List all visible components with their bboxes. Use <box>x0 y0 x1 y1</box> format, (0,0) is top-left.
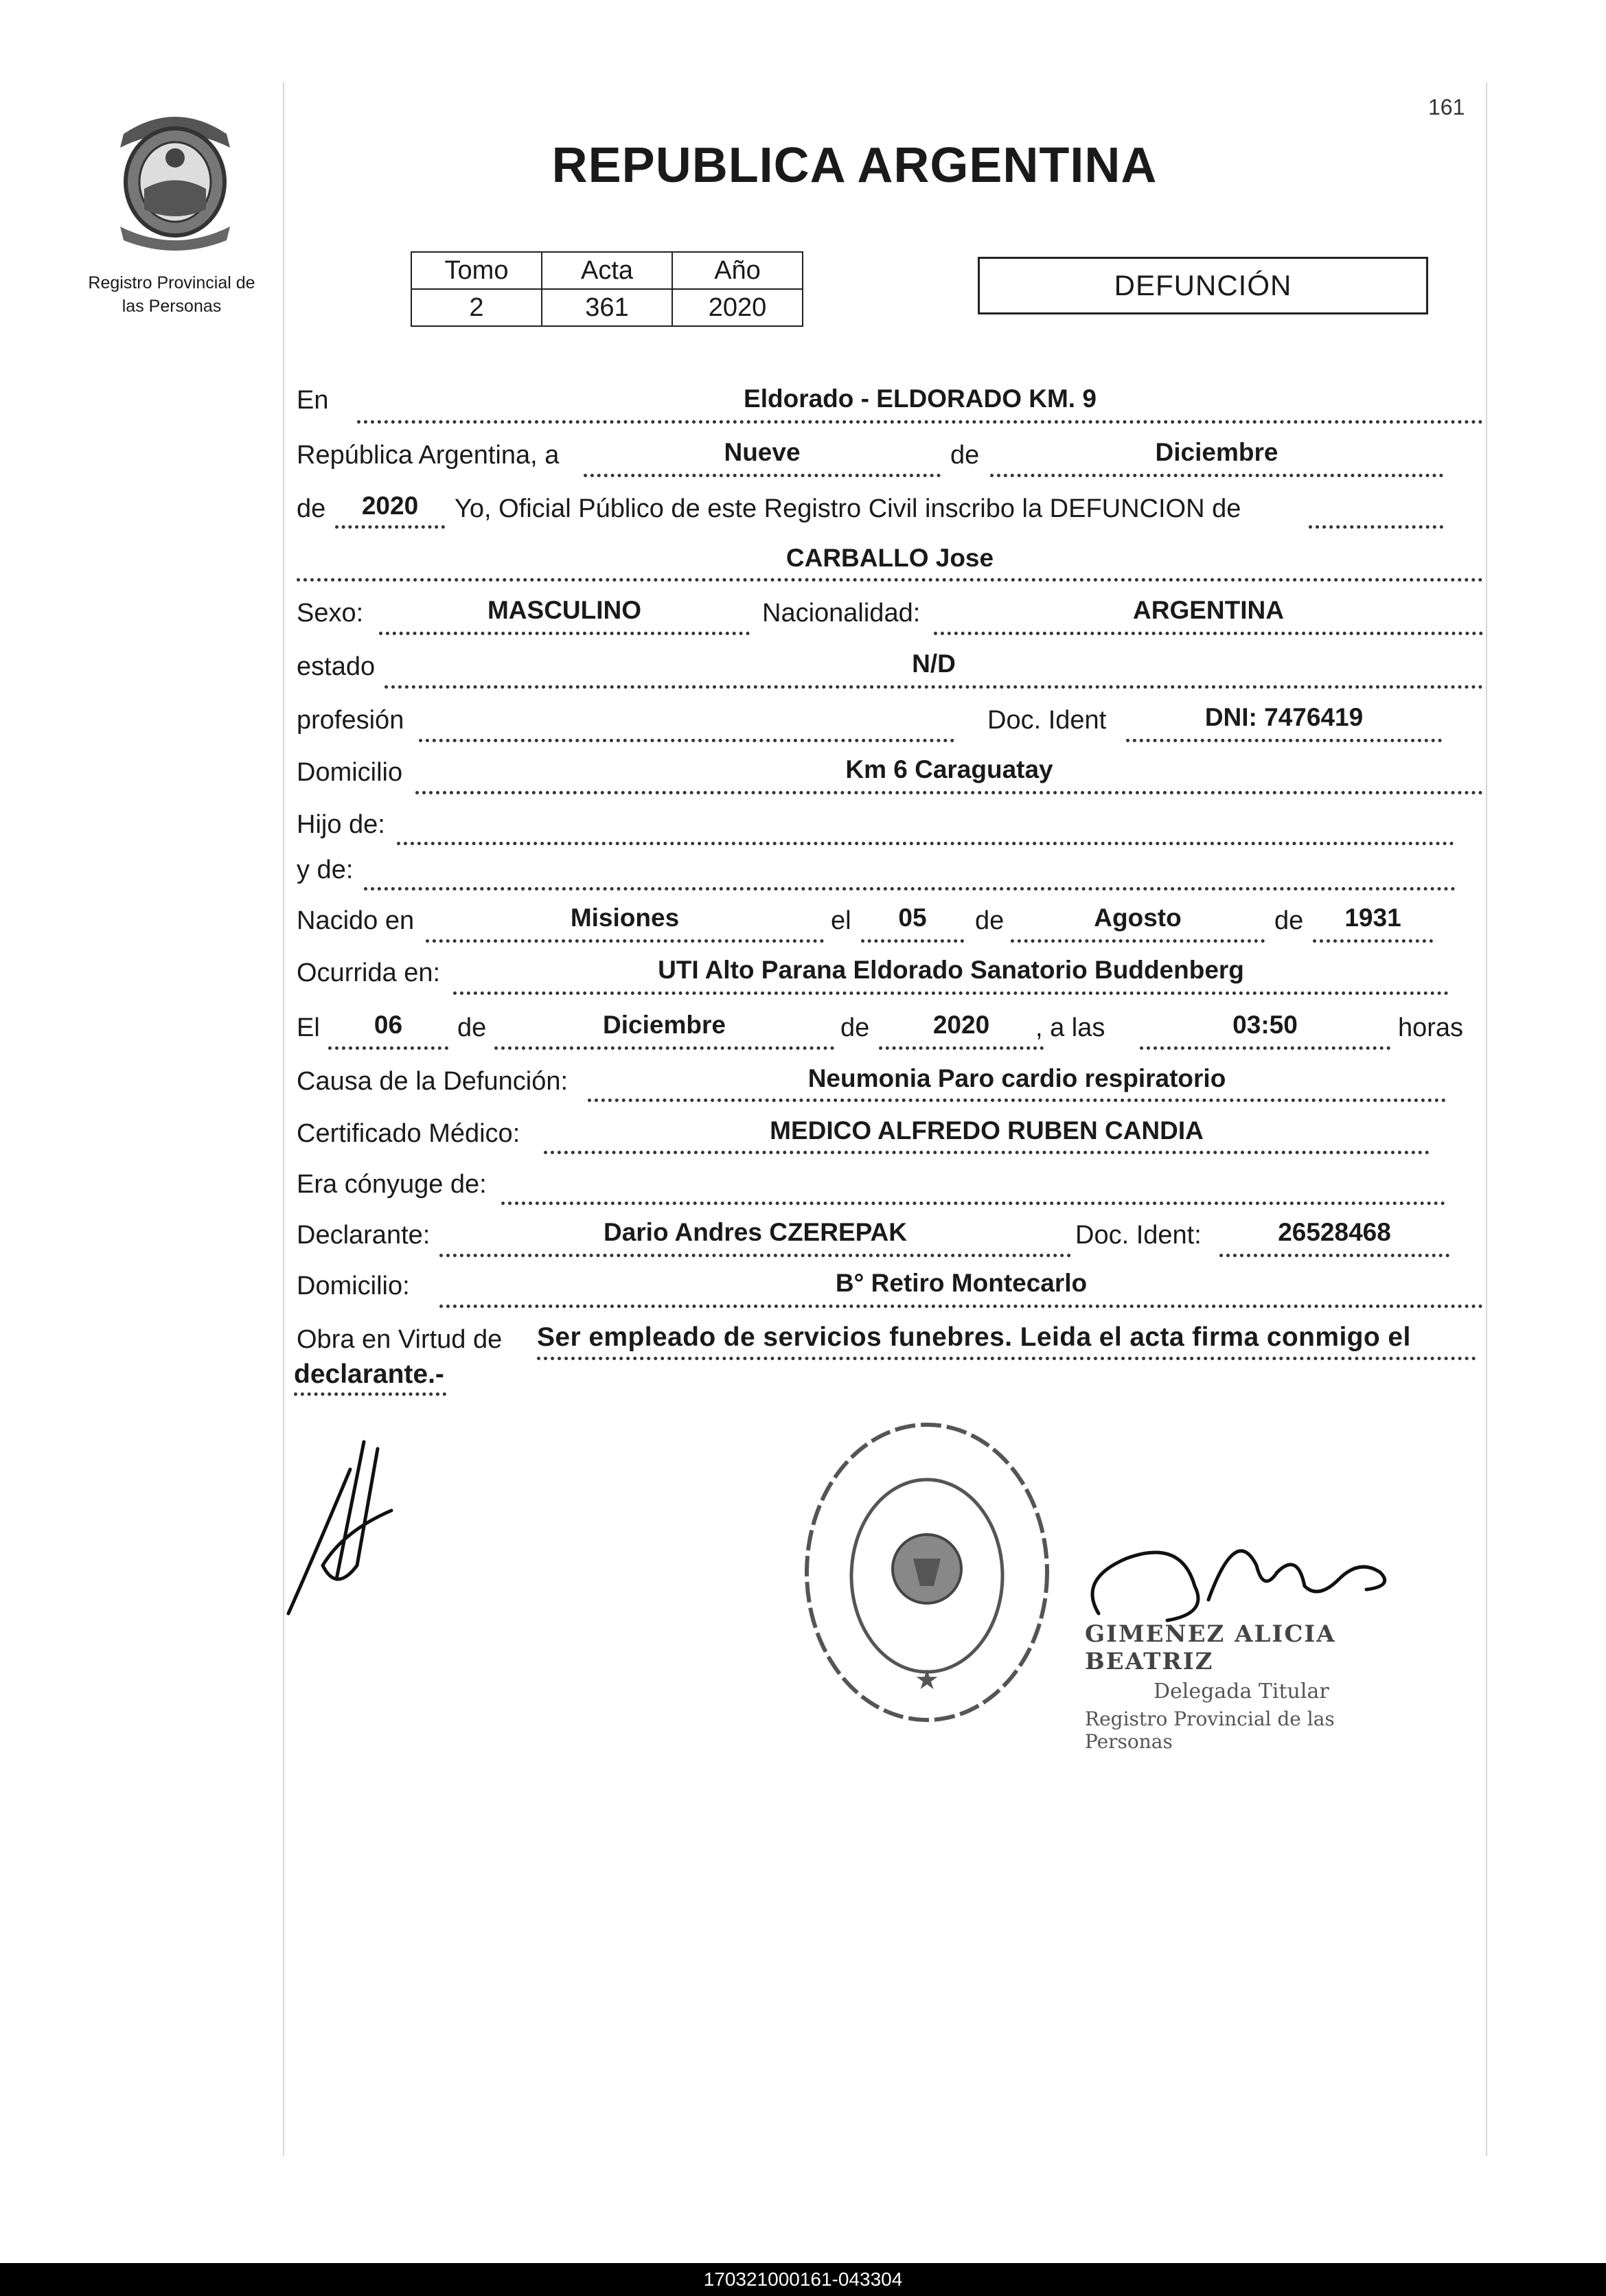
en-dotline <box>357 420 1483 424</box>
obra-dotline-1 <box>537 1357 1476 1360</box>
def-mes-value: Diciembre <box>603 1011 726 1039</box>
yde-dotline <box>364 887 1456 891</box>
causa-label: Causa de la Defunción: <box>297 1067 569 1096</box>
page-title: REPUBLICA ARGENTINA <box>551 138 1158 193</box>
anio-header: Año <box>672 252 803 289</box>
nac-anio-dotline <box>1313 939 1433 943</box>
estado-label: estado <box>297 652 376 681</box>
domicilio-value: Km 6 Caraguatay <box>845 755 1053 783</box>
hijo-dotline <box>397 842 1454 845</box>
republica-label: República Argentina, a <box>297 441 560 470</box>
nac-de-label: de <box>975 906 1005 935</box>
nacionalidad-label: Nacionalidad: <box>762 599 921 628</box>
decl-domicilio-value: B° Retiro Montecarlo <box>835 1269 1088 1297</box>
domicilio-dotline <box>415 791 1483 794</box>
nombre-value: CARBALLO Jose <box>785 544 994 572</box>
obra-value-line2: declarante.- <box>294 1359 444 1389</box>
el-label: el <box>831 906 851 935</box>
nacido-dotline <box>426 939 824 943</box>
domicilio-label: Domicilio <box>297 758 403 787</box>
profesion-label: profesión <box>297 706 404 735</box>
decl-doc-dotline <box>1219 1254 1449 1257</box>
dia-dotline <box>584 474 941 477</box>
nac-dia-value: 05 <box>898 904 927 932</box>
profesion-dotline <box>419 739 954 742</box>
estado-value: N/D <box>912 650 956 678</box>
oficial-dotline <box>1309 525 1443 529</box>
nacido-label: Nacido en <box>297 906 415 935</box>
nacionalidad-value: ARGENTINA <box>1133 596 1284 624</box>
registry-label <box>69 271 275 318</box>
conyuge-label: Era cónyuge de: <box>297 1170 487 1199</box>
nac-mes-dotline <box>1011 939 1265 943</box>
page-number: 161 <box>1428 95 1465 119</box>
nacionalidad-dotline <box>934 632 1483 635</box>
ocurrida-value: UTI Alto Parana Eldorado Sanatorio Buddenberg <box>658 956 1244 984</box>
def-dia-dotline <box>328 1046 448 1050</box>
doc-ident-dotline <box>1126 739 1442 742</box>
anio-value: 2020 <box>672 289 803 326</box>
horas-label: horas <box>1398 1013 1464 1042</box>
year-prefix-label: de <box>297 494 326 523</box>
official-office: Registro Provincial de las Personas <box>1085 1708 1335 1753</box>
mes-dotline <box>990 474 1443 477</box>
def-de2-label: de <box>840 1013 870 1042</box>
ocurrida-dotline <box>453 991 1449 995</box>
left-margin-line <box>283 82 284 2156</box>
barcode-footer: 170321000161-043304 <box>0 2263 1606 2296</box>
def-anio-value: 2020 <box>932 1011 990 1039</box>
declarant-signature <box>275 1428 412 1624</box>
def-mes-dotline <box>494 1046 834 1050</box>
record-type-box: DEFUNCIÓN <box>978 257 1428 314</box>
en-value: Eldorado - ELDORADO KM. 9 <box>744 384 1097 413</box>
hora-value: 03:50 <box>1232 1011 1298 1039</box>
official-name: GIMENEZ ALICIA BEATRIZ <box>1085 1620 1336 1675</box>
registry-label-line2: las Personas <box>122 297 222 316</box>
acta-header: Acta <box>542 252 672 289</box>
year-value: 2020 <box>361 492 419 520</box>
decl-domicilio-dotline <box>439 1305 1483 1308</box>
acta-value: 361 <box>542 289 672 326</box>
declarante-dotline <box>439 1254 1071 1257</box>
oficial-text: Yo, Oficial Público de este Registro Civil inscribo la DEFUNCION de <box>455 494 1241 523</box>
causa-dotline <box>588 1099 1446 1102</box>
yde-label: y de: <box>297 856 354 884</box>
obra-value-line1: Ser empleado de servicios funebres. Leida el acta firma conmigo el <box>537 1322 1411 1352</box>
sexo-label: Sexo: <box>297 599 364 628</box>
sexo-dotline <box>379 632 750 635</box>
certificado-value: MEDICO ALFREDO RUBEN CANDIA <box>770 1116 1204 1145</box>
decl-doc-value: 26528468 <box>1278 1218 1391 1246</box>
nac-mes-value: Agosto <box>1094 904 1182 932</box>
hora-dotline <box>1140 1046 1390 1050</box>
declarante-value: Dario Andres CZEREPAK <box>603 1218 907 1246</box>
nac-de2-label: de <box>1274 906 1304 935</box>
tomo-header: Tomo <box>411 252 542 289</box>
obra-dotline-2 <box>294 1392 446 1396</box>
svg-text:★: ★ <box>915 1665 939 1695</box>
mes-value: Diciembre <box>1155 438 1278 466</box>
el2-label: El <box>297 1013 320 1042</box>
nombre-dotline <box>297 578 1483 582</box>
def-dia-value: 06 <box>374 1011 403 1039</box>
a-las-label: , a las <box>1035 1013 1105 1042</box>
registry-seal <box>796 1414 1057 1734</box>
sexo-value: MASCULINO <box>487 596 642 624</box>
decl-domicilio-label: Domicilio: <box>297 1272 410 1300</box>
certificado-dotline <box>544 1151 1430 1154</box>
doc-ident-value: DNI: 7476419 <box>1204 703 1364 731</box>
def-anio-dotline <box>879 1046 1044 1050</box>
hijo-label: Hijo de: <box>297 810 385 839</box>
nacido-value: Misiones <box>570 904 680 932</box>
nac-dia-dotline <box>861 939 964 943</box>
en-label: En <box>297 386 329 415</box>
declarante-label: Declarante: <box>297 1221 431 1250</box>
record-table-value-row <box>411 289 803 326</box>
registry-label-line1: Registro Provincial de <box>88 273 255 292</box>
nac-anio-value: 1931 <box>1344 904 1401 932</box>
certificado-label: Certificado Médico: <box>297 1119 520 1148</box>
causa-value: Neumonia Paro cardio respiratorio <box>807 1064 1226 1092</box>
tomo-value: 2 <box>411 289 542 326</box>
doc-ident-label: Doc. Ident <box>987 706 1107 735</box>
record-table <box>411 251 803 327</box>
estado-dotline <box>385 685 1483 689</box>
official-stamp <box>1085 1620 1428 1753</box>
def-de-label: de <box>457 1013 487 1042</box>
record-table-header-row <box>411 252 803 289</box>
decl-doc-label: Doc. Ident: <box>1075 1221 1202 1250</box>
year-dotline <box>335 525 445 529</box>
obra-label: Obra en Virtud de <box>297 1325 503 1354</box>
de-label: de <box>950 441 980 470</box>
ocurrida-label: Ocurrida en: <box>297 958 441 987</box>
conyuge-dotline <box>501 1202 1445 1205</box>
official-role: Delegada Titular <box>1154 1679 1329 1703</box>
right-margin-line <box>1486 82 1487 2156</box>
dia-value: Nueve <box>724 438 801 466</box>
